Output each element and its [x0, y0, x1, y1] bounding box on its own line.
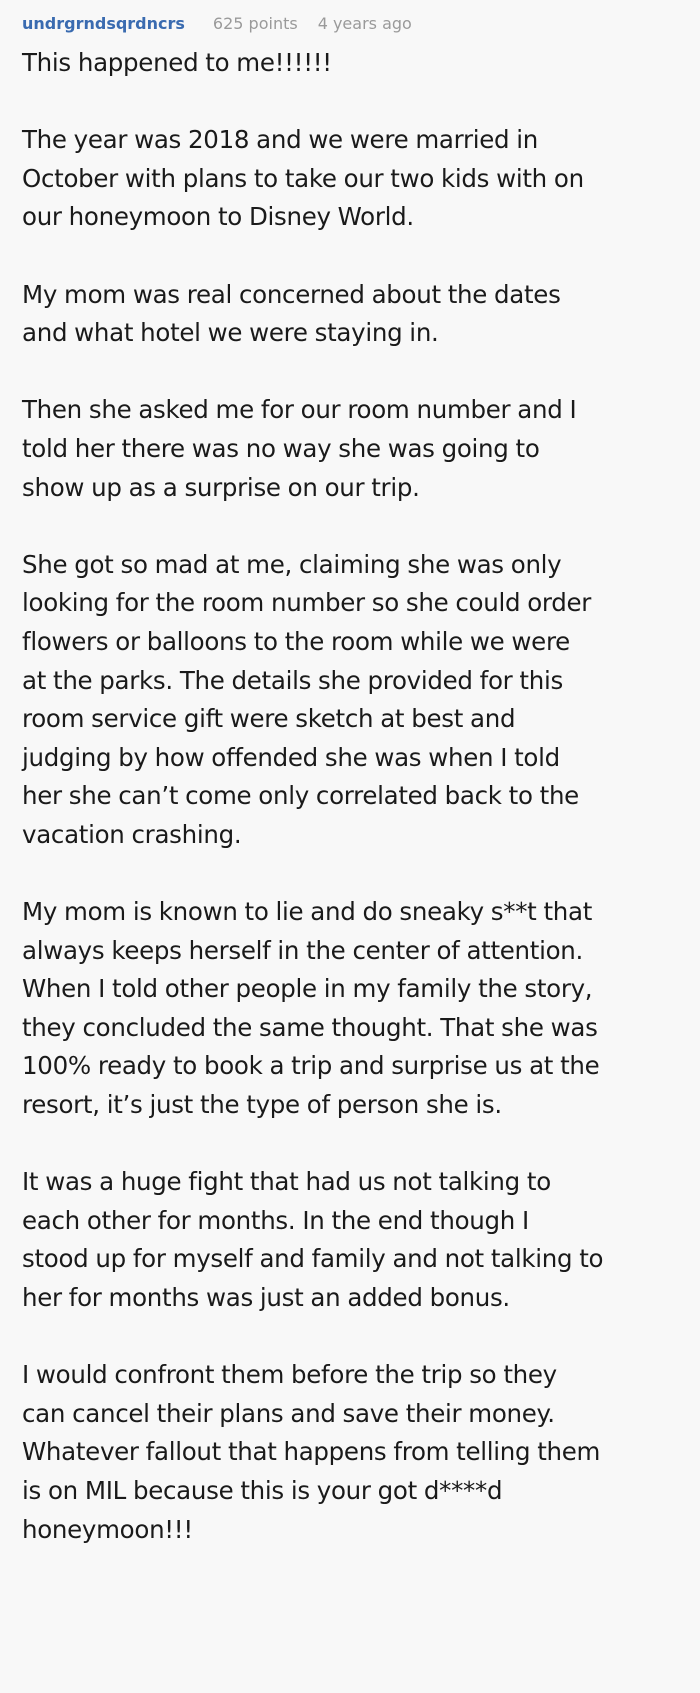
comment-paragraph [22, 1356, 680, 1549]
comment-body [22, 44, 680, 1549]
comment-text-line: her for months was just an added bonus. [22, 1283, 510, 1312]
author-link[interactable]: undrgrndsqrdncrs [22, 14, 185, 33]
comment-text-line: looking for the room number so she could order [22, 588, 592, 618]
comment-text-line: always keeps herself in the center of attention. [22, 935, 583, 965]
comment-paragraph [22, 44, 680, 83]
comment-text-line: This happened to me!!!!!! [22, 48, 332, 77]
comment-text-line: judging by how offended she was when I told [22, 742, 560, 772]
comment-paragraph [22, 893, 680, 1125]
comment-text-line: honeymoon!!! [22, 1514, 193, 1544]
comment-text-line: can cancel their plans and save their money. [22, 1398, 555, 1428]
comment-paragraph [22, 276, 680, 353]
comment-paragraph [22, 546, 680, 855]
comment-paragraph [22, 121, 680, 237]
comment-paragraph [22, 1163, 680, 1317]
comment-header [22, 14, 680, 38]
comment-text-line: and what hotel we were staying in. [22, 318, 439, 348]
comment-text-line: they concluded the same thought. That she was [22, 1012, 598, 1042]
comment-text-line: room service gift were sketch at best and [22, 704, 516, 734]
comment-text-line: My mom was real concerned about the dates [22, 279, 561, 309]
comment-text-line: Then she asked me for our room number and I [22, 395, 577, 425]
comment-text-line: October with plans to take our two kids with on [22, 163, 584, 193]
comment-text-line: show up as a surprise on our trip. [22, 472, 420, 502]
comment-text-line: vacation crashing. [22, 819, 242, 849]
comment-text-line: It was a huge fight that had us not talking to [22, 1167, 551, 1197]
comment-text-line: 100% ready to book a trip and surprise us at the [22, 1051, 600, 1081]
comment-text-line: her she can’t come only correlated back to the [22, 781, 579, 811]
comment-text-line: My mom is known to lie and do sneaky s**t that [22, 897, 593, 927]
comment-text-line: our honeymoon to Disney World. [22, 202, 414, 232]
timestamp: 4 years ago [317, 14, 412, 33]
comment-text-line: When I told other people in my family the story, [22, 974, 593, 1004]
comment-text-line: She got so mad at me, claiming she was only [22, 549, 562, 579]
comment-text-line: I would confront them before the trip so they [22, 1360, 557, 1390]
comment-text-line: The year was 2018 and we were married in [22, 125, 538, 155]
comment-text-line: at the parks. The details she provided for this [22, 665, 563, 695]
comment-text-line: resort, it’s just the type of person she is. [22, 1090, 502, 1120]
comment-paragraph [22, 391, 680, 507]
comment-text-line: stood up for myself and family and not talking to [22, 1244, 604, 1274]
points-count: 625 points [212, 14, 298, 33]
comment-text-line: Whatever fallout that happens from telling them [22, 1437, 601, 1467]
comment-text-line: is on MIL because this is your got d****d [22, 1475, 503, 1505]
comment-text-line: told her there was no way she was going to [22, 433, 540, 463]
comment-text-line: flowers or balloons to the room while we were [22, 626, 570, 656]
comment-text-line: each other for months. In the end though I [22, 1205, 529, 1235]
